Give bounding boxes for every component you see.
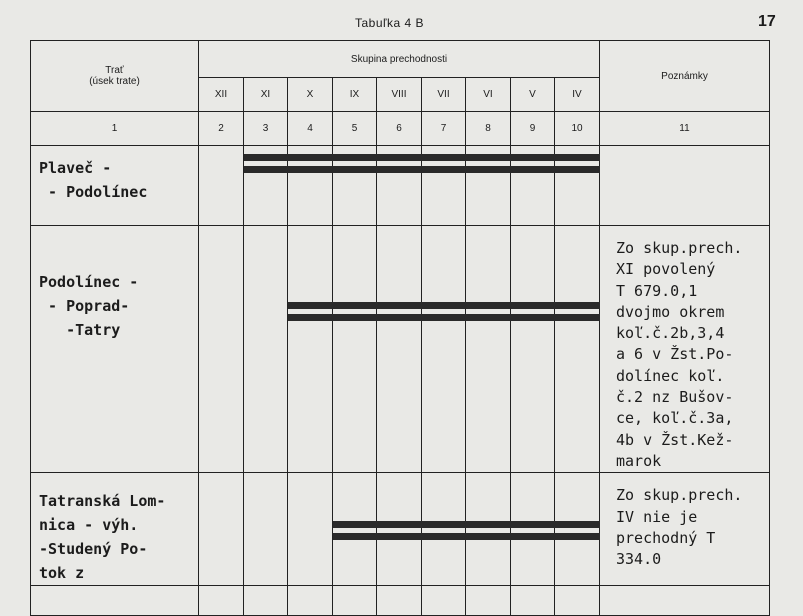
class-cell — [199, 473, 244, 586]
class-cell — [511, 473, 555, 586]
class-cell — [244, 226, 288, 473]
column-number: 8 — [466, 112, 511, 146]
class-cell — [466, 226, 511, 473]
table-caption: Tabuľka 4 B — [355, 16, 425, 30]
route-cell: Podolínec - - Poprad- -Tatry — [31, 226, 199, 473]
class-cell — [333, 473, 377, 586]
column-number: 4 — [288, 112, 333, 146]
column-number: 9 — [511, 112, 555, 146]
class-cell — [288, 226, 333, 473]
class-header: VI — [466, 78, 511, 112]
route-cell: Tatranská Lom- nica - výh. -Studený Po- tok z — [31, 473, 199, 586]
notes-cell — [600, 146, 770, 226]
route-column-header — [31, 41, 199, 112]
class-cell — [466, 473, 511, 586]
class-cell — [555, 226, 600, 473]
passability-bar — [333, 521, 600, 528]
class-cell — [333, 226, 377, 473]
column-number: 11 — [600, 112, 770, 146]
column-number: 1 — [31, 112, 199, 146]
table-row — [31, 473, 770, 586]
class-header: XI — [244, 78, 288, 112]
class-header: VIII — [377, 78, 422, 112]
table-row-continued — [31, 586, 770, 616]
class-header: XII — [199, 78, 244, 112]
class-header: VII — [422, 78, 466, 112]
route-header-line1: Trať — [105, 65, 124, 76]
class-cell — [555, 473, 600, 586]
class-cell — [288, 473, 333, 586]
header-row-group — [31, 41, 770, 78]
passability-bar — [288, 302, 600, 309]
page-number: 17 — [758, 13, 776, 30]
passability-bar — [244, 154, 600, 161]
class-cell — [199, 146, 244, 226]
column-number: 2 — [199, 112, 244, 146]
group-header: Skupina prechodnosti — [199, 41, 600, 78]
column-number: 5 — [333, 112, 377, 146]
page-header — [0, 10, 803, 34]
class-cell — [422, 473, 466, 586]
class-cell — [377, 473, 422, 586]
class-cell — [511, 226, 555, 473]
class-header: V — [511, 78, 555, 112]
class-header: X — [288, 78, 333, 112]
passability-bar — [288, 314, 600, 321]
class-cell — [199, 226, 244, 473]
notes-cell: Zo skup.prech. XI povolený T 679.0,1 dvojmo okrem koľ.č.2b,3,4 a 6 v Žst.Po- dolínec koľ. č.2 nz Bušov- ce, koľ.č.3a, 4b v Žst.Kež- marok — [600, 226, 770, 473]
class-cell — [377, 226, 422, 473]
column-number: 10 — [555, 112, 600, 146]
column-number-row — [31, 112, 770, 146]
notes-cell: Zo skup.prech. IV nie je prechodný T 334.0 — [600, 473, 770, 586]
passability-bar — [333, 533, 600, 540]
passability-bar — [244, 166, 600, 173]
notes-header: Poznámky — [600, 41, 770, 112]
route-table — [30, 40, 770, 616]
route-header-line2: (úsek trate) — [89, 76, 140, 87]
column-number: 3 — [244, 112, 288, 146]
table-row — [31, 226, 770, 473]
class-cell — [244, 473, 288, 586]
class-header: IX — [333, 78, 377, 112]
class-header: IV — [555, 78, 600, 112]
route-cell: Plaveč - - Podolínec — [31, 146, 199, 226]
column-number: 6 — [377, 112, 422, 146]
column-number: 7 — [422, 112, 466, 146]
class-cell — [422, 226, 466, 473]
